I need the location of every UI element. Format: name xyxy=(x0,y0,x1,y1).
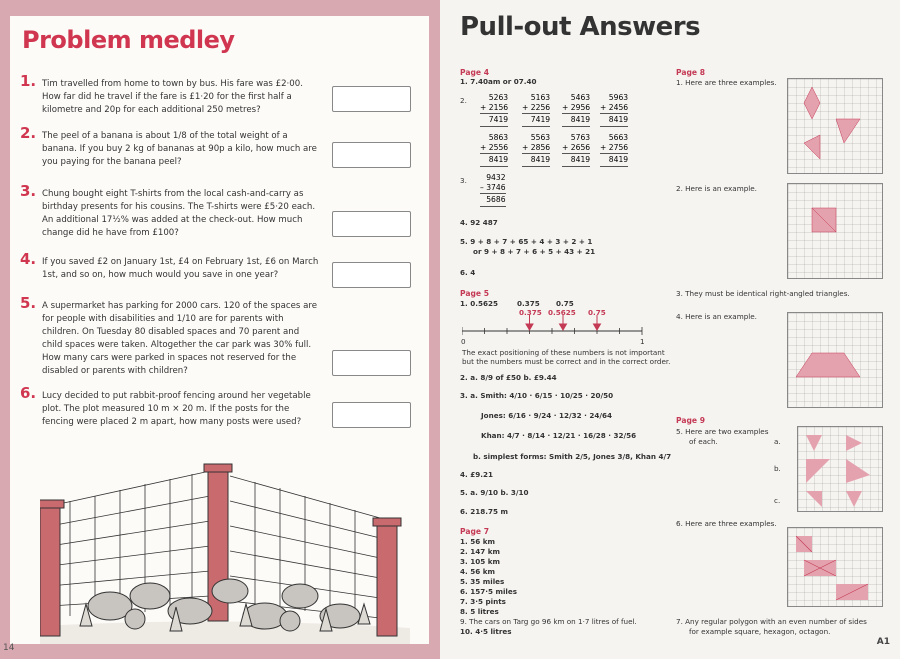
sum-block: 5963 + 2456 8419 xyxy=(600,93,628,127)
answer-box-1[interactable] xyxy=(332,86,411,112)
nl-mark-label: 0.75 xyxy=(588,308,606,317)
sum-block: 5663 + 2756 8419 xyxy=(600,133,628,167)
p5-answer-6: 6. 218.75 m xyxy=(460,507,508,516)
p9-answer-5b: of each. xyxy=(689,437,718,446)
question-number: 5. xyxy=(20,294,37,312)
p4-answer-6: 6. 4 xyxy=(460,268,476,277)
sum-block: 5863 + 2556 8419 xyxy=(480,133,508,167)
number-line xyxy=(462,315,644,339)
p7-answer: 8. 5 litres xyxy=(460,607,499,616)
nl-top-label: 0.375 xyxy=(517,299,540,308)
p7-answer: 3. 105 km xyxy=(460,557,501,566)
grid-diagram xyxy=(787,183,883,279)
sum-block: 5563 + 2856 8419 xyxy=(522,133,550,167)
page-7-heading: Page 7 xyxy=(460,527,489,536)
grid-diagram xyxy=(797,426,883,512)
question-number: 2. xyxy=(20,124,37,142)
question-number: 3. xyxy=(20,182,37,200)
sum-block: 5163 + 2256 7419 xyxy=(522,93,550,127)
page-title: Pull-out Answers xyxy=(460,12,701,42)
question-3 xyxy=(20,182,320,240)
p7-answer: 1. 56 km xyxy=(460,537,496,546)
nl-mark-label: 0.5625 xyxy=(548,308,576,317)
grid-diagram xyxy=(787,78,883,174)
page-9-heading: Page 9 xyxy=(676,416,705,425)
sum-block: 5763 + 2656 8419 xyxy=(562,133,590,167)
p9-answer-7b: for example square, hexagon, octagon. xyxy=(689,627,831,636)
page-5-heading: Page 5 xyxy=(460,289,489,298)
part-label-c: c. xyxy=(774,496,781,505)
p5-answer-3-smith: 3. a. Smith: 4/10 · 6/15 · 10/25 · 20/50 xyxy=(460,391,614,400)
p7-answer: 2. 147 km xyxy=(460,547,501,556)
p4-answer-2-label: 2. xyxy=(460,96,467,105)
p7-answer: 6. 157·5 miles xyxy=(460,587,518,596)
p5-answer-3-jones: Jones: 6/16 · 9/24 · 12/32 · 24/64 xyxy=(481,411,612,420)
p5-answer-2: 2. a. 8/9 of £50 b. £9.44 xyxy=(460,373,557,382)
page-4-heading: Page 4 xyxy=(460,68,489,77)
p7-answer: 5. 35 miles xyxy=(460,577,505,586)
question-number: 1. xyxy=(20,72,37,90)
p8-answer-2: 2. Here is an example. xyxy=(676,184,757,193)
question-1 xyxy=(20,72,320,117)
question-text: Lucy decided to put rabbit-proof fencing around her vegetable plot. The plot measured 10 m × 20 m. If the posts for the fencing were placed 2 m apart, how many posts were used? xyxy=(42,391,311,427)
worksheet-panel xyxy=(10,16,429,644)
answer-box-6[interactable] xyxy=(332,402,411,428)
left-page xyxy=(0,0,440,659)
p4-answer-1: 1. 7.40am or 07.40 xyxy=(460,77,537,86)
answer-box-4[interactable] xyxy=(332,262,411,288)
question-4 xyxy=(20,250,320,282)
sum-block: 5263 + 2156 7419 xyxy=(480,93,508,127)
p9-answer-6: 6. Here are three examples. xyxy=(676,519,777,528)
part-label-b: b. xyxy=(774,464,781,473)
fence-illustration xyxy=(40,456,410,644)
question-number: 6. xyxy=(20,384,37,402)
p4-answer-4: 4. 92 487 xyxy=(460,218,498,227)
nl-one: 1 xyxy=(640,337,645,346)
nl-note-1: The exact positioning of these numbers is not important xyxy=(462,348,665,357)
nl-zero: 0 xyxy=(461,337,466,346)
part-label-a: a. xyxy=(774,437,781,446)
subtraction-block: 9432 – 3746 5686 xyxy=(480,173,506,207)
question-5 xyxy=(20,294,320,378)
p7-answer: 9. The cars on Targ go 96 km on 1·7 litres of fuel. xyxy=(460,617,637,626)
p8-answer-4: 4. Here is an example. xyxy=(676,312,757,321)
grid-diagram xyxy=(787,312,883,408)
question-number: 4. xyxy=(20,250,37,268)
p4-answer-3-label: 3. xyxy=(460,176,467,185)
question-text: If you saved £2 on January 1st, £4 on February 1st, £6 on March 1st, and so on, how much would you save in one year? xyxy=(42,257,319,280)
p5-answer-3b: b. simplest forms: Smith 2/5, Jones 3/8, Khan 4/7 xyxy=(473,452,672,461)
answer-box-2[interactable] xyxy=(332,142,411,168)
nl-mark-label: 0.375 xyxy=(519,308,542,317)
p7-answer: 4. 56 km xyxy=(460,567,496,576)
question-text: A supermarket has parking for 2000 cars. 120 of the spaces are for people with disabilities and 1/10 are for parents with children. On Tuesday 80 disabled spaces and 70 parent and child spaces were taken. Altogether the car park was 30% full. How many cars were parked in spaces not reserved for the disabled or parents with children? xyxy=(42,301,317,376)
nl-top-label: 0.75 xyxy=(556,299,574,308)
p8-answer-3: 3. They must be identical right-angled triangles. xyxy=(676,289,850,298)
question-text: Tim travelled from home to town by bus. His fare was £2·00. How far did he travel if the fare is £1·20 for the first half a kilometre and 20p for each additional 250 metres? xyxy=(42,79,303,115)
page-number: A1 xyxy=(876,637,890,647)
p5-answer-5: 5. a. 9/10 b. 3/10 xyxy=(460,488,529,497)
p8-answer-1: 1. Here are three examples. xyxy=(676,78,777,87)
p5-answer-3-khan: Khan: 4/7 · 8/14 · 12/21 · 16/28 · 32/56 xyxy=(481,431,637,440)
p5-answer-4: 4. £9.21 xyxy=(460,470,493,479)
question-6 xyxy=(20,384,320,429)
right-page xyxy=(440,0,900,659)
answer-box-3[interactable] xyxy=(332,211,411,237)
p9-answer-5a: 5. Here are two examples xyxy=(676,427,769,436)
p7-answer: 10. 4·5 litres xyxy=(460,627,512,636)
question-2 xyxy=(20,124,320,169)
p4-answer-5b: or 9 + 8 + 7 + 6 + 5 + 43 + 21 xyxy=(473,247,596,256)
p9-answer-7a: 7. Any regular polygon with an even number of sides xyxy=(676,617,867,626)
p4-answer-5a: 5. 9 + 8 + 7 + 65 + 4 + 3 + 2 + 1 xyxy=(460,237,593,246)
page-title: Problem medley xyxy=(22,26,235,54)
nl-note-2: but the numbers must be correct and in the correct order. xyxy=(462,357,671,366)
question-text: The peel of a banana is about 1/8 of the total weight of a banana. If you buy 2 kg of bananas at 90p a kilo, how much are you paying for the banana peel? xyxy=(42,131,317,167)
question-text: Chung bought eight T-shirts from the local cash-and-carry as birthday presents for his cousins. The T-shirts were £5·20 each. An additional 17½% was added at the check-out. How much change did he have from £100? xyxy=(42,189,316,238)
p5-answer-1: 1. 0.5625 xyxy=(460,299,498,308)
grid-diagram xyxy=(787,527,883,607)
p7-answer: 7. 3·5 pints xyxy=(460,597,506,606)
page-8-heading: Page 8 xyxy=(676,68,705,77)
answer-box-5[interactable] xyxy=(332,350,411,376)
page-number: 14 xyxy=(3,643,15,653)
sum-block: 5463 + 2956 8419 xyxy=(562,93,590,127)
